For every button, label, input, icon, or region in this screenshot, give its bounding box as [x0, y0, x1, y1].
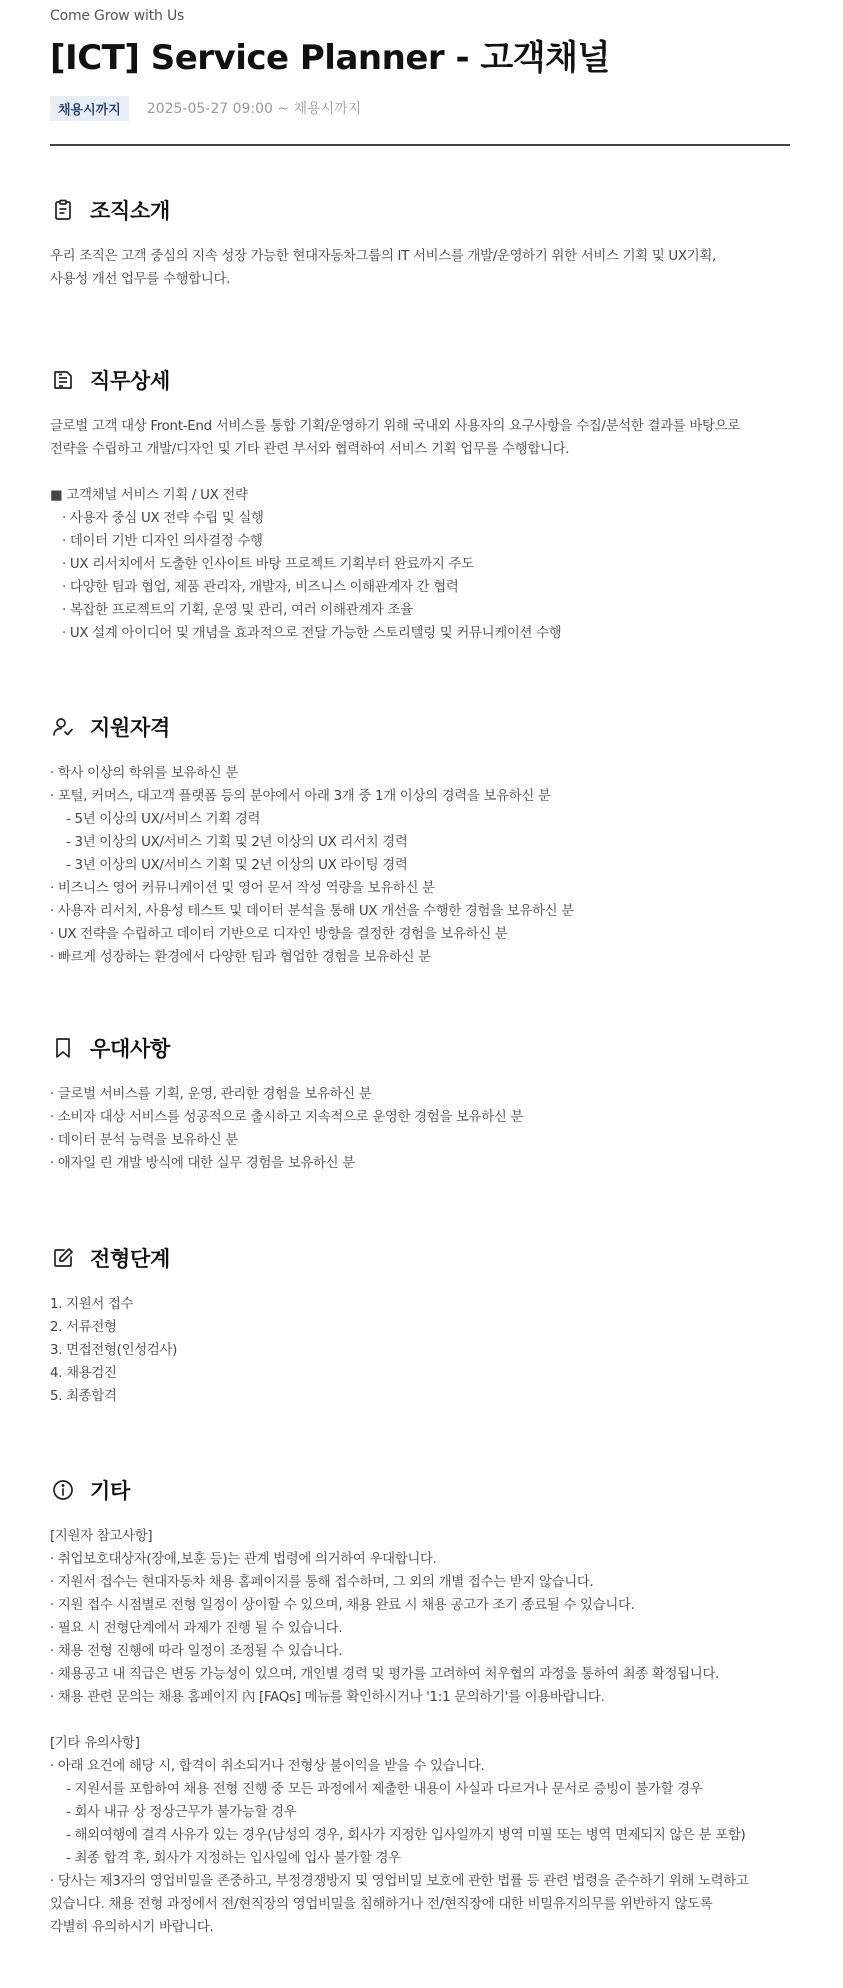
text-line: 각별히 유의하시기 바랍니다.	[50, 1920, 214, 1935]
section-title: 조직소개	[90, 199, 170, 223]
process-step: 4. 채용검진	[50, 1366, 117, 1381]
list-item: · UX 리서치에서 도출한 인사이트 바탕 프로젝트 기획부터 완료까지 주도	[62, 557, 474, 572]
sub-item: - 지원서를 포함하여 채용 전형 진행 중 모든 과정에서 제출한 내용이 사실과 다르거나 문서로 증빙이 불가할 경우	[66, 1782, 703, 1797]
deadline-badge: 채용시까지	[50, 96, 129, 121]
text-line: 전략을 수립하고 개발/디자인 및 기타 관련 부서와 협력하여 서비스 기획 업무를 수행합니다.	[50, 442, 570, 457]
section-title: 전형단계	[90, 1247, 170, 1271]
subheading: [지원자 참고사항]	[50, 1529, 153, 1544]
process-step: 3. 면접전형(인성검사)	[50, 1343, 178, 1358]
sub-item: - 회사 내규 상 정상근무가 불가능할 경우	[66, 1805, 297, 1820]
list-item: · 아래 요건에 해당 시, 합격이 취소되거나 전형상 불이익을 받을 수 있습니다.	[50, 1759, 485, 1774]
section-process	[50, 1243, 790, 1408]
posting-period: 2025-05-27 09:00 ~ 채용시까지	[146, 101, 362, 117]
text-line: 글로벌 고객 대상 Front-End 서비스를 통합 기획/운영하기 위해 국내외 사용자의 요구사항을 수집/분석한 결과를 바탕으로	[50, 419, 740, 434]
list-item: · 필요 시 전형단계에서 과제가 진행 될 수 있습니다.	[50, 1621, 343, 1636]
section-qualifications	[50, 712, 790, 969]
process-step: 2. 서류전형	[50, 1320, 117, 1335]
section-title: 기타	[90, 1479, 130, 1503]
tagline: Come Grow with Us	[50, 8, 185, 24]
section-body	[50, 762, 790, 969]
user-check-icon	[50, 714, 76, 740]
list-item: · 채용 전형 진행에 따라 일정이 조정될 수 있습니다.	[50, 1644, 343, 1659]
section-body	[50, 1525, 790, 1939]
section-header	[50, 1033, 790, 1063]
section-body	[50, 415, 790, 645]
text-line: 있습니다. 채용 전형 과정에서 전/현직장의 영업비밀을 침해하거나 전/현직장에 대한 비밀유지의무를 위반하지 않도록	[50, 1897, 713, 1912]
list-item: · 글로벌 서비스를 기획, 운영, 관리한 경험을 보유하신 분	[50, 1087, 372, 1102]
section-etc	[50, 1475, 790, 1939]
section-title: 지원자격	[90, 716, 170, 740]
sub-item: - 5년 이상의 UX/서비스 기획 경력	[66, 812, 261, 827]
posting-meta	[50, 96, 361, 120]
sub-item: - 3년 이상의 UX/서비스 기획 및 2년 이상의 UX 라이팅 경력	[66, 858, 408, 873]
section-org-intro	[50, 195, 790, 291]
section-header	[50, 1475, 790, 1505]
section-body	[50, 1083, 790, 1175]
text-line: 사용성 개선 업무를 수행합니다.	[50, 272, 231, 287]
process-step: 5. 최종합격	[50, 1389, 117, 1404]
subheading: [기타 유의사항]	[50, 1736, 140, 1751]
list-item: · 채용 관련 문의는 채용 홈페이지 內 [FAQs] 메뉴를 확인하시거나 '1:1 문의하기'를 이용바랍니다.	[50, 1690, 605, 1705]
list-item: · 채용공고 내 직급은 변동 가능성이 있으며, 개인별 경력 및 평가를 고려하여 처우협의 과정을 통하여 최종 확정됩니다.	[50, 1667, 720, 1682]
list-item: · 사용자 리서치, 사용성 테스트 및 데이터 분석을 통해 UX 개선을 수행한 경험을 보유하신 분	[50, 904, 574, 919]
list-item: · UX 설계 아이디어 및 개념을 효과적으로 전달 가능한 스토리텔링 및 커뮤니케이션 수행	[62, 626, 562, 641]
section-body	[50, 1293, 790, 1408]
document-list-icon	[50, 367, 76, 393]
list-item: · 지원 접수 시점별로 전형 일정이 상이할 수 있으며, 채용 완료 시 채용 공고가 조기 종료될 수 있습니다.	[50, 1598, 635, 1613]
section-title: 우대사항	[90, 1037, 170, 1061]
sub-item: - 해외여행에 결격 사유가 있는 경우(남성의 경우, 회사가 지정한 입사일까지 병역 미필 또는 병역 면제되지 않은 분 포함)	[66, 1828, 746, 1843]
section-title: 직무상세	[90, 369, 170, 393]
list-item: · 데이터 분석 능력을 보유하신 분	[50, 1133, 238, 1148]
edit-icon	[50, 1245, 76, 1271]
page-title: [ICT] Service Planner - 고객채널	[50, 38, 610, 78]
list-item: · 다양한 팀과 협업, 제품 관리자, 개발자, 비즈니스 이해관계자 간 협력	[62, 580, 459, 595]
sub-item: - 3년 이상의 UX/서비스 기획 및 2년 이상의 UX 리서치 경력	[66, 835, 408, 850]
group-title: ■ 고객채널 서비스 기획 / UX 전략	[50, 488, 248, 503]
bookmark-icon	[50, 1035, 76, 1061]
list-item: · 사용자 중심 UX 전략 수립 및 실행	[62, 511, 264, 526]
list-item: · 포털, 커머스, 대고객 플랫폼 등의 분야에서 아래 3개 중 1개 이상의 경력을 보유하신 분	[50, 789, 551, 804]
list-item: · 소비자 대상 서비스를 성공적으로 출시하고 지속적으로 운영한 경험을 보유하신 분	[50, 1110, 524, 1125]
list-item: · 비즈니스 영어 커뮤니케이션 및 영어 문서 작성 역량을 보유하신 분	[50, 881, 435, 896]
section-header	[50, 195, 790, 225]
list-item: · 당사는 제3자의 영업비밀을 존중하고, 부정경쟁방지 및 영업비밀 보호에 관한 법률 등 관련 법령을 준수하기 위해 노력하고	[50, 1874, 749, 1889]
section-preferred	[50, 1033, 790, 1175]
list-item: · 애자일 린 개발 방식에 대한 실무 경험을 보유하신 분	[50, 1156, 355, 1171]
list-item: · UX 전략을 수립하고 데이터 기반으로 디자인 방향을 결정한 경험을 보유하신 분	[50, 927, 508, 942]
list-item: · 빠르게 성장하는 환경에서 다양한 팀과 협업한 경험을 보유하신 분	[50, 950, 431, 965]
section-header	[50, 365, 790, 395]
header-divider	[50, 144, 790, 146]
section-header	[50, 1243, 790, 1273]
section-header	[50, 712, 790, 742]
list-item: · 데이터 기반 디자인 의사결정 수행	[62, 534, 263, 549]
process-step: 1. 지원서 접수	[50, 1297, 134, 1312]
text-line: 우리 조직은 고객 중심의 지속 성장 가능한 현대자동차그룹의 IT 서비스를 개발/운영하기 위한 서비스 기획 및 UX기획,	[50, 249, 717, 264]
sub-item: - 최종 합격 후, 회사가 지정하는 입사일에 입사 불가할 경우	[66, 1851, 401, 1866]
list-item: · 취업보호대상자(장애,보훈 등)는 관계 법령에 의거하여 우대합니다.	[50, 1552, 437, 1567]
clipboard-icon	[50, 197, 76, 223]
section-job-detail	[50, 365, 790, 645]
list-item: · 지원서 접수는 현대자동차 채용 홈페이지를 통해 접수하며, 그 외의 개별 접수는 받지 않습니다.	[50, 1575, 594, 1590]
list-item: · 복잡한 프로젝트의 기획, 운영 및 관리, 여러 이해관계자 조율	[62, 603, 413, 618]
section-body	[50, 245, 790, 291]
info-icon	[50, 1477, 76, 1503]
list-item: · 학사 이상의 학위를 보유하신 분	[50, 766, 238, 781]
